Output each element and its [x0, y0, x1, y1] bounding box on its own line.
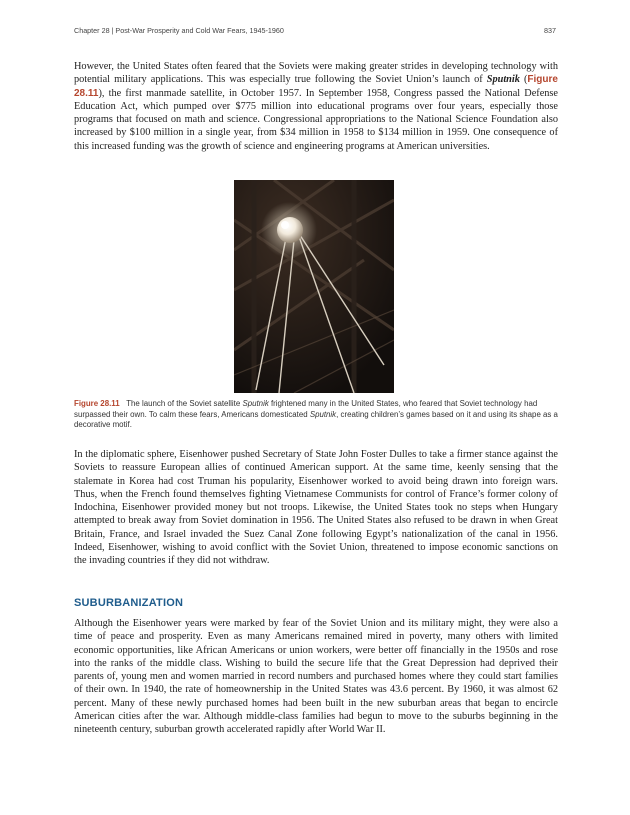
section-heading: SUBURBANIZATION — [74, 597, 184, 609]
figure-link[interactable]: Figure 28.11 — [74, 74, 558, 99]
figure-label: Figure 28.11 — [74, 399, 120, 408]
running-header — [74, 26, 556, 35]
diplomacy-paragraph: In the diplomatic sphere, Eisenhower pushed Secretary of State John Foster Dulles to take a firmer stance against the Soviets to reassure European allies of continued American support. At the same time, keenly sensing that the stalemate in Korea had cost Truman his popularity, Eisenhower worked to avoid being drawn into foreign wars. Thus, when the French found themselves fighting Vietnamese Communists for control of France’s former colony of Indochina, Eisenhower provided money but not troops. Likewise, the United States took no steps when Hungary attempted to break away from Soviet domination in 1956. The United States also refused to be drawn in when Great Britain, France, and Israel invaded the Suez Canal Zone following Egypt’s nationalization of the canal in 1956. Indeed, Eisenhower, wishing to avoid conflict with the Soviet Union, threatened to impose economic sanctions on the invading countries if they did not withdraw. — [74, 449, 558, 567]
suburbanization-paragraph: Although the Eisenhower years were marked by fear of the Soviet Union and its military might, they were also a time of peace and prosperity. Even as many Americans remained mired in poverty, many others with limited economic opportunities, like African Americans or union workers, were better off financially in the 1950s and rose into the ranks of the middle class. Wishing to build the secure life that the Great Depression had deprived their parents of, young men and women married in record numbers and purchased homes where they could start families of their own. In 1940, the rate of homeownership in the United States was 43.6 percent. By 1960, it was almost 62 percent. Many of these newly purchased homes had been built in the new suburban areas that began to encircle American cities after the war. Although middle-class families had begun to move to the suburbs beginning in the nineteenth century, suburban growth accelerated rapidly after World War II. — [74, 618, 558, 736]
intro-paragraph: However, the United States often feared that the Soviets were making greater strides in developing technology with potential military applications. This was especially true following the Soviet Union’s launch of Sputnik (Figure 28.11), the first manmade satellite, in October 1957. In September 1958, Congress passed the National Defense Education Act, which pumped over $775 million into educational programs over four years, especially those programs that focused on math and science. Congressional appropriations to the National Science Foundation also increased by $100 million in a single year, from $34 million in 1958 to $134 million in 1959. One consequence of this increased funding was the growth of science and engineering programs at American universities. — [74, 61, 558, 152]
sputnik-term: Sputnik — [486, 74, 520, 86]
sputnik-photo — [234, 180, 394, 393]
page-number: 837 — [544, 26, 556, 35]
sputnik-illustration — [234, 180, 394, 393]
figure-caption: Figure 28.11 The launch of the Soviet satellite Sputnik frightened many in the United States, who feared that Soviet technology had surpassed their own. To calm these fears, Americans domesticated Sputnik, creating children’s games based on it and using its shape as a decorative motif. — [74, 399, 558, 430]
chapter-title: Chapter 28 | Post-War Prosperity and Cold War Fears, 1945-1960 — [74, 26, 284, 35]
